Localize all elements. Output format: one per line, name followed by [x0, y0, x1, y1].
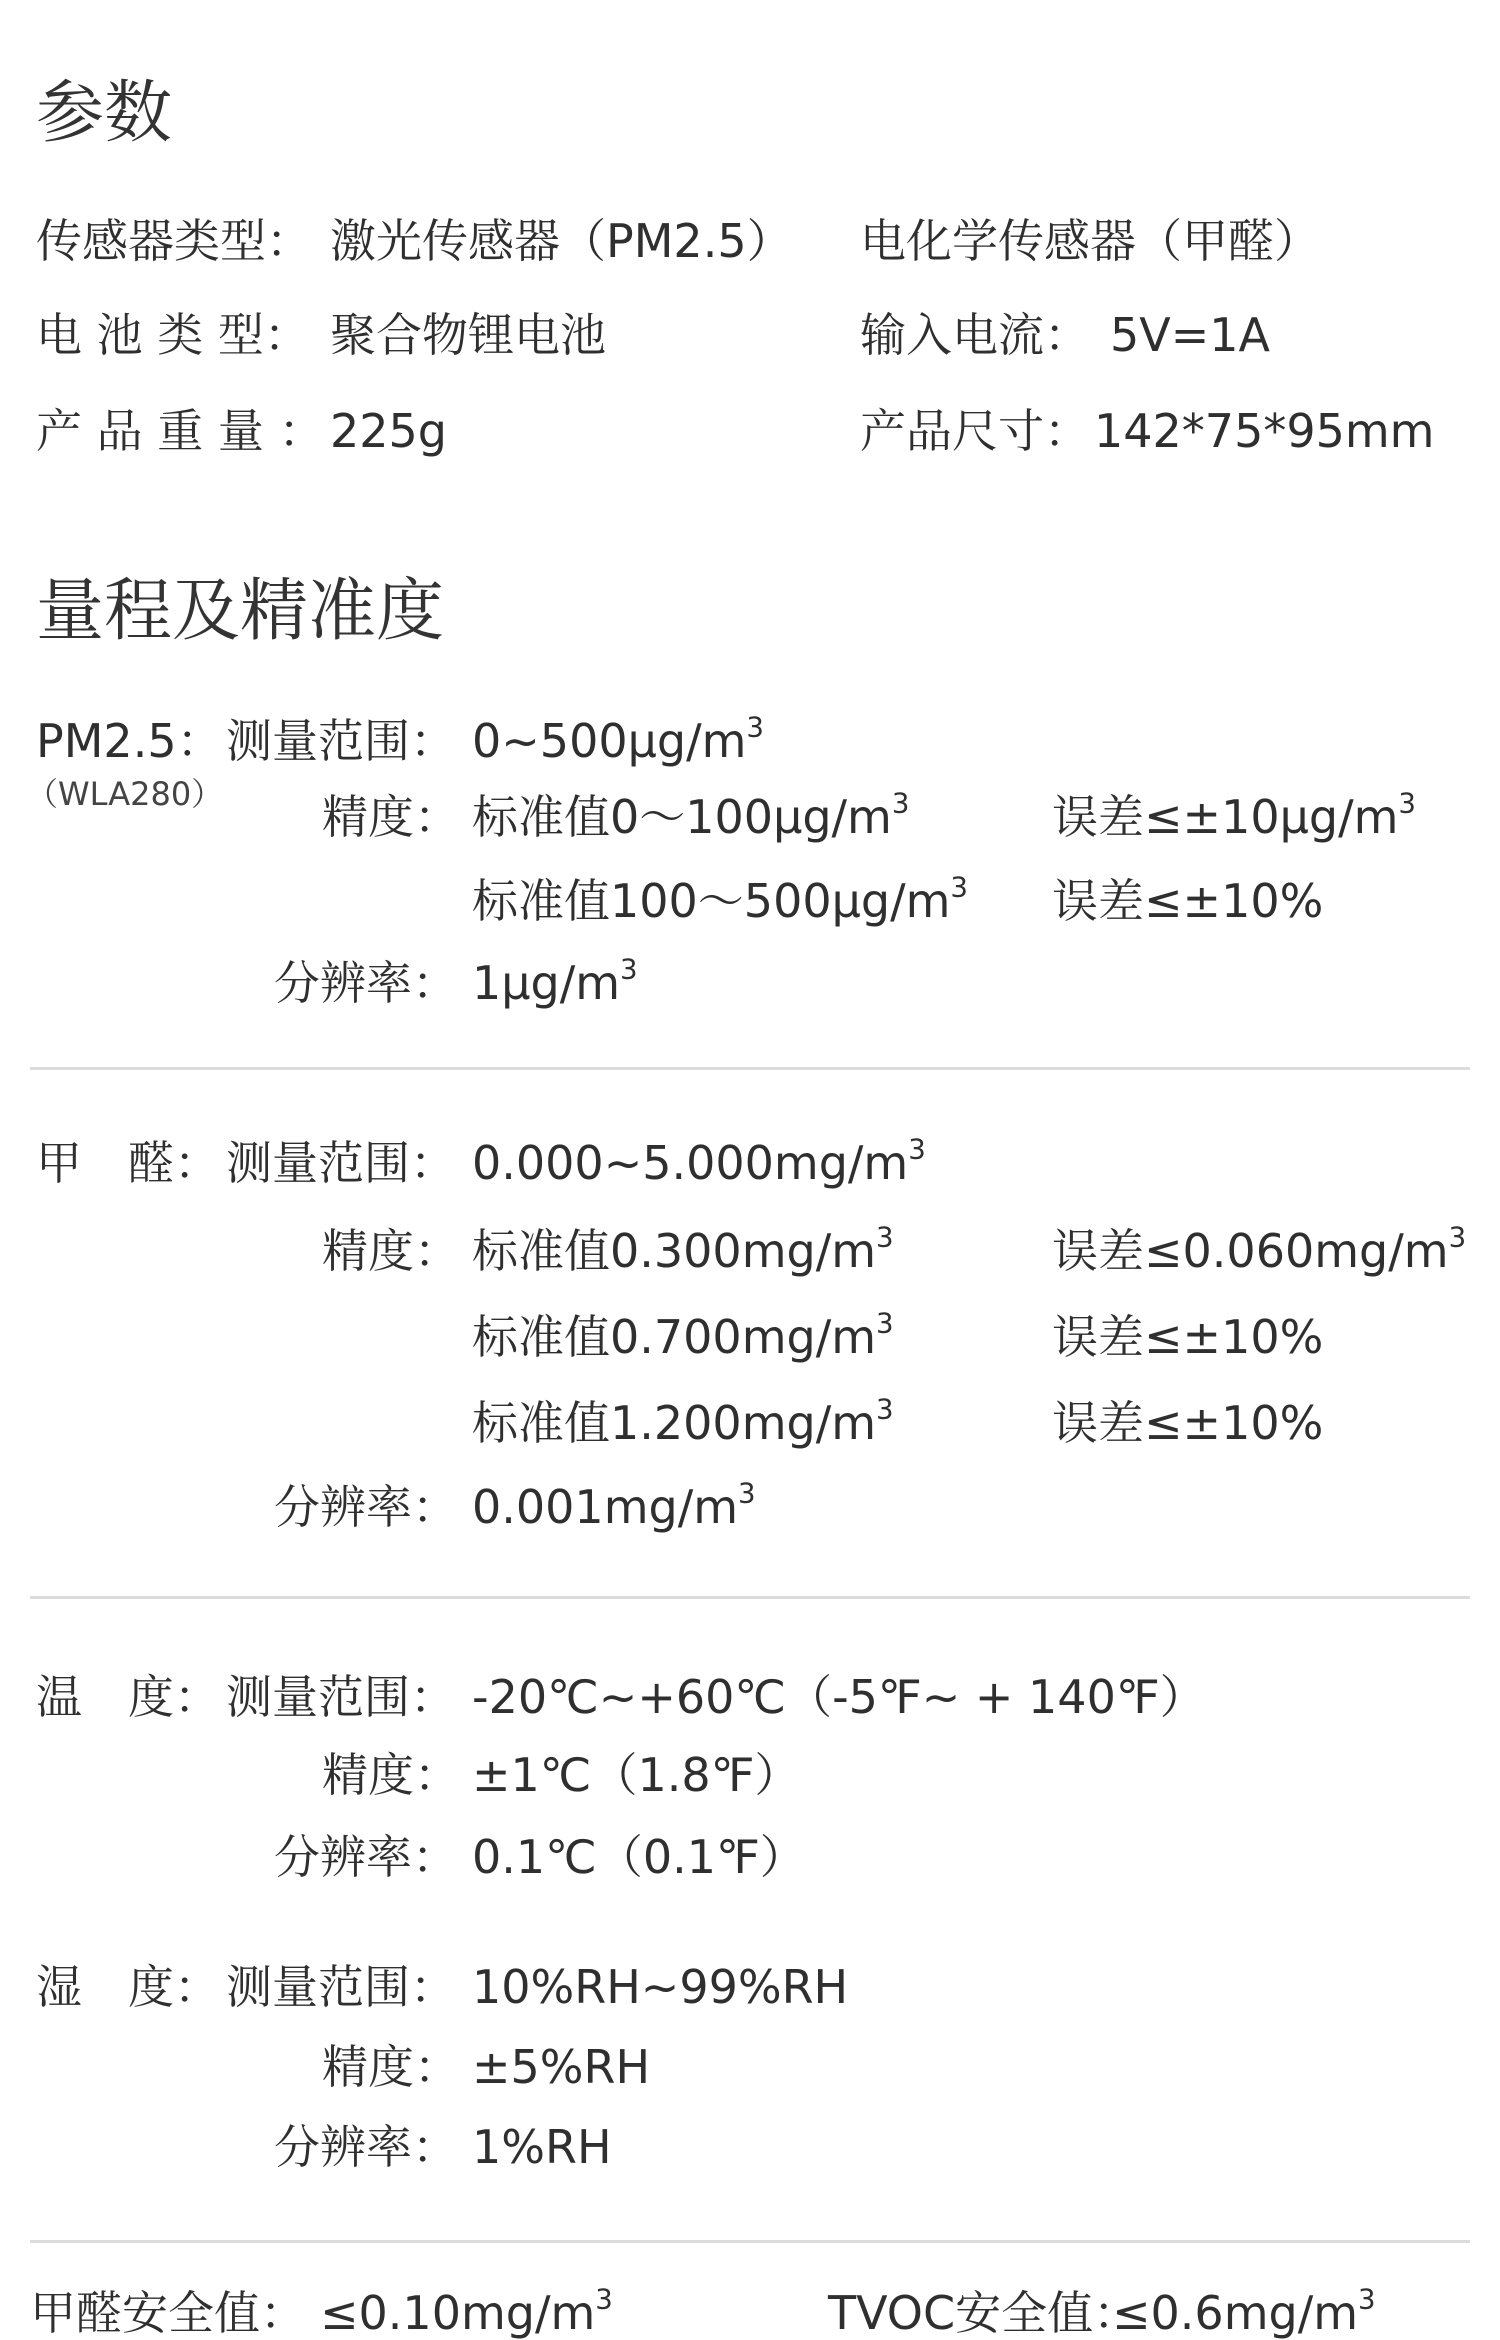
- formaldehyde-safety-label: 甲醛安全值：: [30, 2286, 306, 2340]
- temperature-precision-label: 精度：: [322, 1748, 460, 1802]
- pm25-err-2: 误差≤±10%: [1052, 874, 1324, 928]
- formaldehyde-resolution-label: 分辨率：: [274, 1480, 458, 1534]
- pm25-resolution-label: 分辨率：: [274, 956, 458, 1010]
- size-label: 产品尺寸：: [860, 404, 1090, 458]
- temperature-range-label: 测量范围：: [226, 1670, 456, 1724]
- temperature-precision-value: ±1℃（1.8℉）: [472, 1748, 801, 1802]
- humidity-resolution-value: 1%RH: [472, 2120, 612, 2174]
- pm25-model: （WLA280）: [26, 775, 224, 813]
- formaldehyde-std-2: 标准值$0.700mg/m^3$: [472, 1306, 894, 1364]
- pm25-label: PM2.5：: [36, 714, 223, 768]
- size-value: 142*75*95mm: [1094, 404, 1435, 458]
- pm25-range-value: $0\sim 500\mu g/m^3$: [472, 710, 764, 768]
- formaldehyde-precision-label: 精度：: [322, 1224, 460, 1278]
- battery-value: 聚合物锂电池: [330, 308, 606, 362]
- weight-label: 产 品 重 量 ：: [36, 404, 325, 458]
- input-current-label: 输入电流：: [860, 308, 1090, 362]
- temperature-resolution-value: 0.1℃（0.1℉）: [472, 1830, 806, 1884]
- weight-value: 225g: [330, 404, 447, 458]
- humidity-precision-label: 精度：: [322, 2040, 460, 2094]
- humidity-range-value: 10%RH~99%RH: [472, 1960, 849, 2014]
- temperature-label: 温 度：: [36, 1670, 220, 1724]
- pm25-range-label: 测量范围：: [226, 714, 456, 768]
- formaldehyde-range-label: 测量范围：: [226, 1136, 456, 1190]
- pm25-resolution-value: $1\mu g/m^3$: [472, 952, 638, 1010]
- params-heading: 参数: [36, 74, 173, 153]
- formaldehyde-err-1: 误差$\le 0.060mg/m^3$: [1052, 1220, 1467, 1278]
- range-heading: 量程及精准度: [36, 572, 445, 651]
- formaldehyde-err-2: 误差≤±10%: [1052, 1310, 1324, 1364]
- formaldehyde-std-1: 标准值$0.300mg/m^3$: [472, 1220, 894, 1278]
- temperature-resolution-label: 分辨率：: [274, 1830, 458, 1884]
- sensor-type-value: 激光传感器（PM2.5）: [330, 214, 793, 268]
- formaldehyde-std-3: 标准值$1.200mg/m^3$: [472, 1392, 894, 1450]
- formaldehyde-err-3: 误差≤±10%: [1052, 1396, 1324, 1450]
- tvoc-safety-label: TVOC安全值：: [828, 2286, 1140, 2340]
- formaldehyde-resolution-value: $0.001mg/m^3$: [472, 1476, 756, 1534]
- formaldehyde-range-value: $0.000\sim 5.000mg/m^3$: [472, 1132, 926, 1190]
- divider: [30, 1067, 1470, 1070]
- formaldehyde-label: 甲 醛：: [36, 1136, 220, 1190]
- input-current-value: 5V=1A: [1110, 308, 1271, 362]
- tvoc-safety-value: $\le 0.6mg/m^3$: [1112, 2282, 1376, 2340]
- pm25-precision-label: 精度：: [322, 790, 460, 844]
- sensor-type-value-2: 电化学传感器（甲醛）: [860, 214, 1320, 268]
- divider: [30, 1596, 1470, 1599]
- humidity-range-label: 测量范围：: [226, 1960, 456, 2014]
- humidity-label: 湿 度：: [36, 1960, 220, 2014]
- divider: [30, 2240, 1470, 2243]
- humidity-resolution-label: 分辨率：: [274, 2120, 458, 2174]
- pm25-err-1: 误差$\le\pm 10\mu g/m^3$: [1052, 786, 1416, 844]
- pm25-std-2: 标准值$100\sim 500\mu g/m^3$: [472, 870, 968, 928]
- battery-label: 电 池 类 型：: [36, 308, 310, 362]
- temperature-range-value: -20℃~+60℃（-5℉~ + 140℉）: [472, 1670, 1206, 1724]
- humidity-precision-value: ±5%RH: [472, 2040, 651, 2094]
- formaldehyde-safety-value: $\le 0.10mg/m^3$: [320, 2282, 613, 2340]
- pm25-std-1: 标准值$0\sim 100\mu g/m^3$: [472, 786, 910, 844]
- sensor-type-label: 传感器类型：: [36, 214, 312, 268]
